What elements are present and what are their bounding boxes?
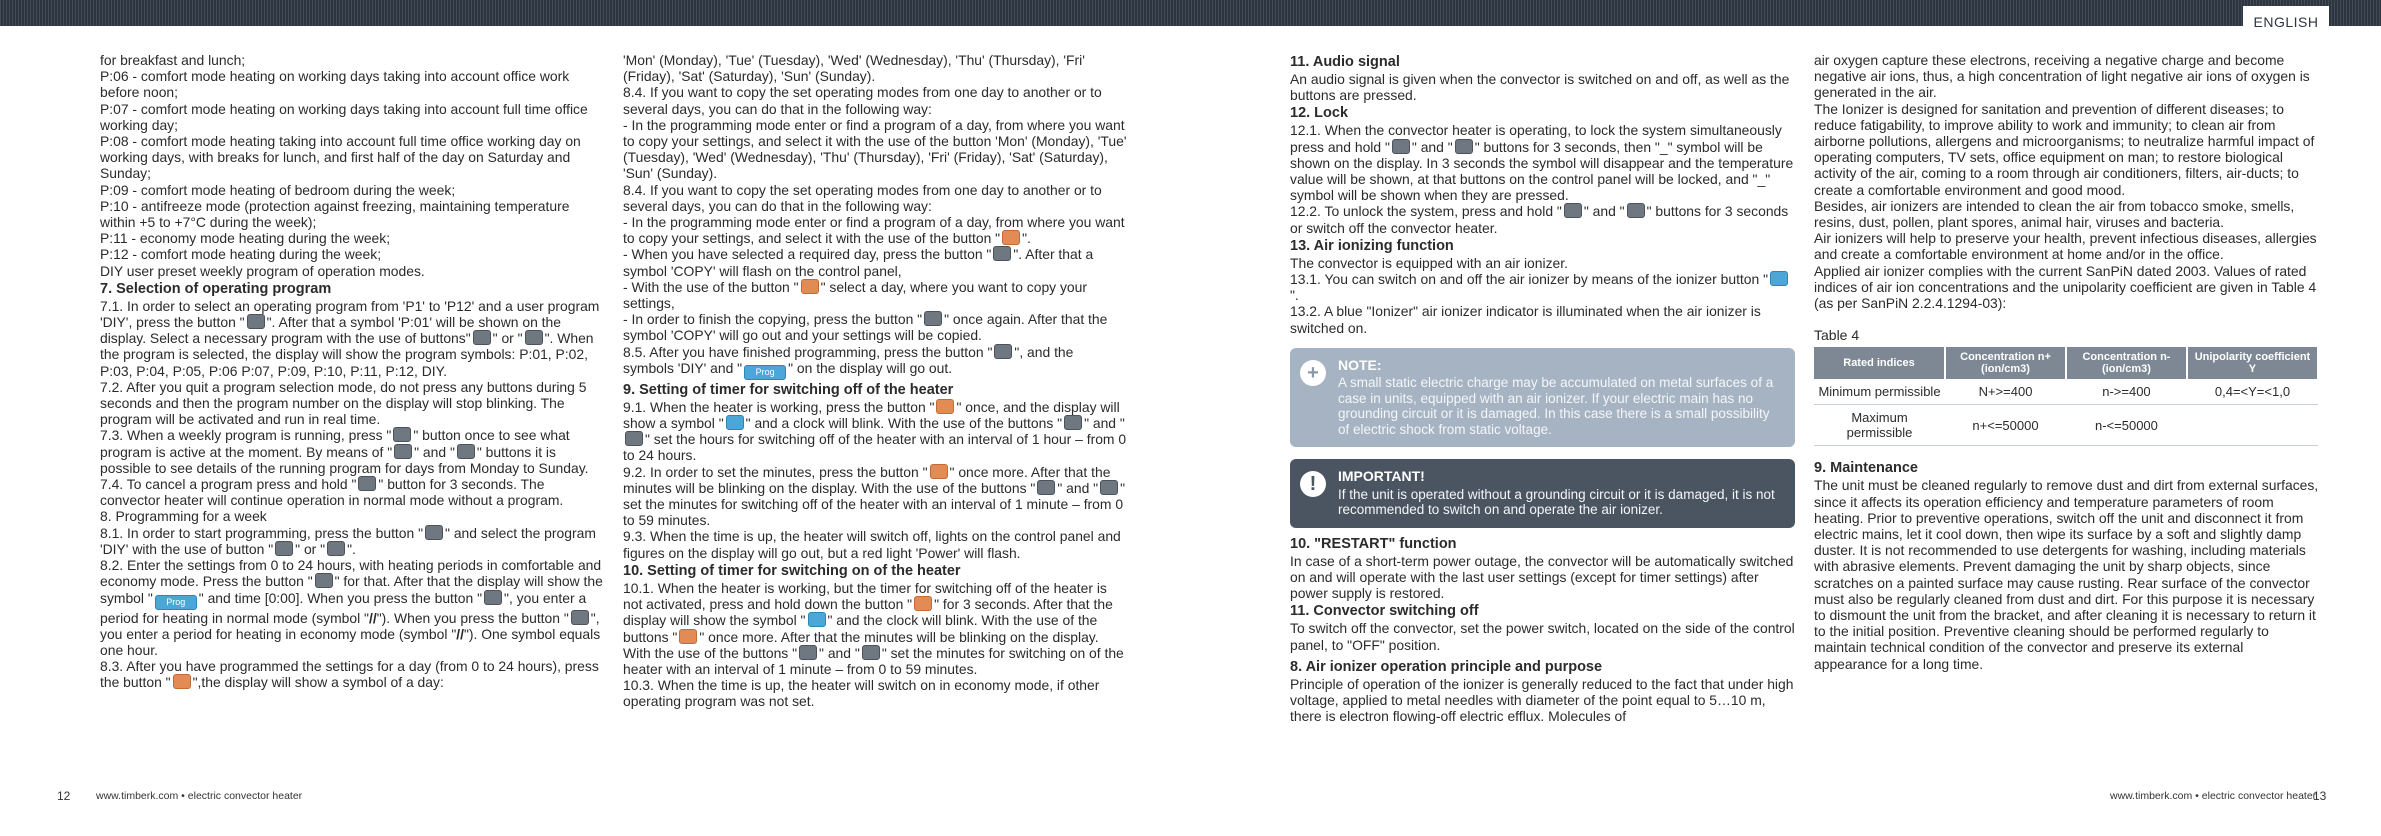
column-2 <box>623 52 1128 710</box>
paragraph: 7.3. When a weekly program is running, press " " button once to see what program is active at the moment. By means of " " and " " buttons it is possible to see details of the running program for days from Monday to Sunday. <box>100 427 589 476</box>
column-1 <box>100 52 605 691</box>
paragraph: 9.1. When the heater is working, press the button " " once, and the display will show a symbol " " and a clock will blink. With the use of the buttons " " and "" set the hours for switching off of the heater with an interval of 1 hour – from 0 to 24 hours. <box>623 398 1127 464</box>
down-button-icon <box>571 610 589 625</box>
important-box <box>1290 459 1795 528</box>
up-button-icon <box>799 645 817 660</box>
paragraph: To switch off the convector, set the power switch, located on the side of the control panel, to "OFF" position. <box>1290 620 1795 653</box>
paragraph: - With the use of the button " " select a day, where you want to copy your settings, <box>623 278 1087 312</box>
paragraph: P:11 - economy mode heating during the week; <box>100 230 391 247</box>
down-button-icon <box>457 444 475 459</box>
paragraph: 9.3. When the time is up, the heater will switch off, lights on the control panel and figures on the display will go out, but a red light 'Power' will flash. <box>623 528 1121 561</box>
paragraph: The convector is equipped with an air ionizer. <box>1290 254 1568 271</box>
paragraph: P:12 - comfort mode heating during the week; <box>100 246 382 263</box>
up-button-icon <box>1037 480 1055 495</box>
important-title: IMPORTANT! <box>1338 468 1425 485</box>
table-cell: Minimum permissible <box>1814 379 1945 405</box>
paragraph: for breakfast and lunch; <box>100 52 246 68</box>
timer-button-icon <box>914 596 932 611</box>
table-cell: N+>=400 <box>1945 379 2066 405</box>
section-heading: 11. Convector switching off <box>1290 603 1479 620</box>
note-box <box>1290 348 1795 448</box>
paragraph: 10.1. When the heater is working, but the timer for switching off of the heater is not activated, press and hold down the button " " for 3 seconds. After that the display will show the symbol " " and the clock will blink. With the use of the buttons " " once more. After that the minutes will be blinking on the display. With the use of the buttons " " and " " set the minutes for switching on of the heater with an interval of 1 minute – from 0 to 59 minutes. <box>623 579 1124 677</box>
paragraph: The unit must be cleaned regularly to remove dust and dirt from external surfaces, since it affects its operation efficiency and temperature parameters of room heating. Prior to preventive operations, switch off the unit and disconnect it from electric mains, let it cool down, then wipe its surface by a soft and slightly damp duster. It is not recommended to use detergents for washing, including materials with abrasive elements. Prevent damaging the unit by sharp objects, since scratches on a painted surface may cause rusting. Rear surface of the convector must also be regularly cleaned from dust and dirt. For this purpose it is necessary to dismount the unit from the bracket, and after cleaning it is necessary to return it to the initial position. Preventive cleaning should be performed regularly to maintain technical condition of the convector and preserve its external appearance for a long time. <box>1814 477 2319 672</box>
note-title: NOTE: <box>1338 356 1382 373</box>
section-heading: 8. Air ionizer operation principle and purpose <box>1290 658 1603 675</box>
paragraph: Principle of operation of the ionizer is generally reduced to the fact that under high voltage, applied to metal needles with diameter of the point equal to 5…10 m, there is electron flowing-off electric efflux. Molecules of <box>1290 675 1794 725</box>
left-page-number: 12 <box>57 789 71 803</box>
column-4 <box>1814 52 2319 672</box>
prog-symbol-icon: Prog <box>155 595 197 610</box>
comfort-symbol-icon: // <box>368 609 377 626</box>
paragraph: 13.2. A blue "Ionizer" air ionizer indicator is illuminated when the air ionizer is switched on. <box>1290 303 1761 336</box>
paragraph: - In the programming mode enter or find a program of a day, from where you want to copy your settings, and select it with the use of the button " ". <box>623 214 1125 247</box>
timer-button-icon <box>679 629 697 644</box>
paragraph: 8.4. If you want to copy the set operating modes from one day to another or to several days, you can do that in the following way: <box>623 181 1102 214</box>
paragraph: The Ionizer is designed for sanitation and prevention of different diseases; to reduce fatigability, to improve ability to work and immunity; to clean air from airborne pollutions, allergens and microorganisms; to neutralize harmful impact of operating computers, TV sets, office equipment on man; to restore biological activity of the air, coming to a room through air conditioners, filters, air-ducts; to create a comfortable environment and good mood. <box>1814 100 2315 198</box>
table-header-row <box>1814 347 2318 379</box>
paragraph: P:06 - comfort mode heating on working days taking into account office work before noon; <box>100 68 570 101</box>
paragraph: air oxygen capture these electrons, receiving a negative charge and become negative air ions, thus, a high concentration of light negative air ions of oxygen is generated in the air. <box>1814 52 2310 101</box>
table-cell: n+<=50000 <box>1945 405 2066 446</box>
paragraph: 10.3. When the time is up, the heater will switch on in economy mode, if other operating program was not set. <box>623 677 1100 710</box>
prog-symbol-icon: Prog <box>744 365 786 380</box>
paragraph: 7.1. In order to select an operating program from 'P1' to 'P12' and a user program 'DIY', press the button " ". After that a symbol 'P:01' will be shown on the display. Select a necessary program with the use of buttons" " or " ". When the program is selected, the display will show the program symbols: P:01, P:02, P:03, P:04, P:05, P:06 P:07, P:09, P:10, P:11, P:12, DIY. <box>100 297 600 379</box>
section-heading: 7. Selection of operating program <box>100 280 332 297</box>
left-footer-text: www.timberk.com • electric convector heater <box>96 790 303 802</box>
table-caption: Table 4 <box>1814 327 1860 344</box>
section-heading: 13. Air ionizing function <box>1290 237 1454 254</box>
table-header: Concentration n- (ion/cm3) <box>2066 347 2187 379</box>
paragraph: 8.1. In order to start programming, press the button " " and select the program 'DIY' with the use of button " " or " ". <box>100 524 596 557</box>
paragraph: P:08 - comfort mode heating taking into account full time office working day on working days, with breaks for lunch, and first half of the day on Saturday and Sunday; <box>100 133 581 182</box>
paragraph: 12.1. When the convector heater is operating, to lock the system simultaneously press and hold " " and " " buttons for 3 seconds, then "_" symbol will be shown on the display. In 3 seconds the symbol will disappear and the temperature value will be shown, at that buttons on the control panel will be locked, and "_" symbol will be shown when they are pressed. <box>1290 122 1794 204</box>
paragraph: P:10 - antifreeze mode (protection against freezing, maintaining temperature within +5 to +7°C during the week); <box>100 197 570 231</box>
up-button-icon <box>1564 203 1582 218</box>
settings-button-icon <box>994 344 1012 359</box>
paragraph: 'Mon' (Monday), 'Tue' (Tuesday), 'Wed' (Wednesday), 'Thu' (Thursday), 'Fri' (Friday), 'Sat' (Saturday), 'Sun' (Sunday). <box>623 52 1085 85</box>
down-button-icon <box>625 431 643 446</box>
paragraph: - In the programming mode enter or find a program of a day, from where you want to copy your settings, and select it with the use of the button 'Mon' (Monday), 'Tue' (Tuesday), 'Wed' (Wednesday), 'Thu' (Thursday), 'Fri' (Friday), 'Sat' (Saturday), 'Sun' (Sunday). <box>623 116 1127 182</box>
column-3 <box>1290 52 1795 724</box>
up-button-icon <box>1064 415 1082 430</box>
menu-button-icon <box>993 246 1011 261</box>
note-text: A small static electric charge may be accumulated on metal surfaces of a case in units, equipped with an air ionizer. If your electric main has no grounding circuit or it is damaged. In this case there is a small possibility of electric shock from static voltage. <box>1338 375 1774 437</box>
paragraph: In case of a short-term power outage, the convector will be automatically switched on and will operate with the last user settings (except for timer settings) after power supply is restored. <box>1290 552 1794 602</box>
down-button-icon <box>1627 203 1645 218</box>
exclamation-icon: ! <box>1300 471 1326 497</box>
paragraph: P:07 - comfort mode heating on working days taking into account full time office working day; <box>100 100 588 133</box>
table-cell: n-<=50000 <box>2066 405 2187 446</box>
up-button-icon <box>394 444 412 459</box>
paragraph: - In order to finish the copying, press the button " " once again. After that the symbol 'COPY' will go out and your settings will be copied. <box>623 311 1108 344</box>
language-label: ENGLISH <box>2243 6 2329 34</box>
menu-button-icon <box>393 427 411 442</box>
down-button-icon <box>525 330 543 345</box>
timer-button-icon <box>1002 230 1020 245</box>
timer-button-icon <box>936 399 954 414</box>
paragraph: 7.4. To cancel a program press and hold " " button for 3 seconds. The convector heater will continue operation in normal mode without a program. <box>100 476 564 509</box>
up-button-icon <box>275 541 293 556</box>
paragraph: An audio signal is given when the convector is switched on and off, as well as the buttons are pressed. <box>1290 71 1790 104</box>
table-header: Concentration n+ (ion/cm3) <box>1945 347 2066 379</box>
table-cell: Maximum permissible <box>1814 405 1945 446</box>
paragraph: 8.3. After you have programmed the settings for a day (from 0 to 24 hours), press the button " ",the display will show a symbol of a day: <box>100 658 599 691</box>
table-cell: n->=400 <box>2066 379 2187 405</box>
down-button-icon <box>1455 139 1473 154</box>
timer-button-icon <box>930 464 948 479</box>
plus-icon: + <box>1300 360 1326 386</box>
table-cell <box>2187 405 2318 446</box>
section-heading: 11. Audio signal <box>1290 54 1400 70</box>
paragraph: 8.2. Enter the settings from 0 to 24 hours, with heating periods in comfortable and economy mode. Press the button " " for that. After that the display will show the symbol " Prog " and time [0:00]. When you press the button " ", you enter a period for heating in normal mode (symbol "//"). When you press the button " ", you enter a period for heating in economy mode (symbol "//"). One symbol equals one hour. <box>100 557 603 658</box>
paragraph: 8.5. After you have finished programming, press the button " ", and the symbols 'DIY' and " Prog " on the display will go out. <box>623 344 1128 380</box>
menu-button-icon <box>425 525 443 540</box>
clock-symbol-icon <box>808 612 826 627</box>
timer-button-icon <box>801 279 819 294</box>
up-button-icon <box>484 590 502 605</box>
table-row <box>1814 405 2318 446</box>
section-heading: 12. Lock <box>1290 105 1349 122</box>
paragraph: 12.2. To unlock the system, press and hold " " and " " buttons for 3 seconds or switch off the convector heater. <box>1290 203 1789 236</box>
paragraph: Air ionizers will help to preserve your health, prevent infectious diseases, allergies and create a comfortable environment at home and/or in the office. <box>1814 230 2317 263</box>
section-heading: 10. "RESTART" function <box>1290 535 1457 552</box>
paragraph: P:09 - comfort mode heating of bedroom during the week; <box>100 181 456 198</box>
paragraph: Besides, air ionizers are intended to clean the air from tobacco smoke, smells, resins, dust, pollen, plant spores, animal hair, viruses and bacteria. <box>1814 197 2295 231</box>
up-button-icon <box>473 330 491 345</box>
clock-symbol-icon <box>726 415 744 430</box>
economy-symbol-icon: // <box>456 625 464 642</box>
ionizer-button-icon <box>1770 271 1788 286</box>
paragraph: 9.2. In order to set the minutes, press the button " " once more. After that the minutes will be blinking on the display. With the use of the buttons " " and " " set the minutes for switching off of the heater with an interval of 1 minute – from 0 to 59 minutes. <box>623 463 1126 529</box>
important-text: If the unit is operated without a grounding circuit or it is damaged, it is not recommended to switch on and operate the air ionizer. <box>1338 486 1775 518</box>
section-heading: 10. Setting of timer for switching on of the heater <box>623 562 961 579</box>
table-cell: 0,4=<Y=<1,0 <box>2187 379 2318 405</box>
down-button-icon <box>1100 480 1118 495</box>
paragraph: - When you have selected a required day, press the button " ". After that a symbol 'COPY' will flash on the control panel, <box>623 246 1094 279</box>
section-subheading: 8. Programming for a week <box>100 508 267 525</box>
menu-button-icon <box>247 314 265 329</box>
down-button-icon <box>327 541 345 556</box>
paragraph: 8.4. If you want to copy the set operating modes from one day to another or to several days, you can do that in the following way: <box>623 84 1102 117</box>
settings-button-icon <box>315 573 333 588</box>
paragraph: DIY user preset weekly program of operation modes. <box>100 262 425 279</box>
right-page-number: 13 <box>2313 789 2327 803</box>
timer-button-icon <box>173 674 191 689</box>
ion-concentration-table <box>1814 347 2319 446</box>
table-header: Unipolarity coefficient Y <box>2187 347 2318 379</box>
up-button-icon <box>1392 139 1410 154</box>
right-footer-text: www.timberk.com • electric convector heater <box>2110 790 2317 802</box>
table-row <box>1814 379 2318 405</box>
top-decorative-bar <box>0 0 2381 26</box>
paragraph: 13.1. You can switch on and off the air ionizer by means of the ionizer button "". <box>1290 271 1795 303</box>
down-button-icon <box>862 645 880 660</box>
menu-button-icon <box>358 476 376 491</box>
section-heading: 9. Maintenance <box>1814 460 1918 477</box>
paragraph: 7.2. After you quit a program selection mode, do not press any buttons during 5 seconds and then the program number on the display will stop blinking. The program will be activated and run in real time. <box>100 378 587 428</box>
menu-button-icon <box>924 311 942 326</box>
paragraph: Applied air ionizer complies with the current SanPiN dated 2003. Values of rated indices of air ion concentrations and the unipolarity coefficient are given in Table 4 (as per SanPiN 2.2.4.1294-03): <box>1814 262 2317 312</box>
table-header: Rated indices <box>1814 347 1945 379</box>
section-heading: 9. Setting of timer for switching off of the heater <box>623 381 954 398</box>
